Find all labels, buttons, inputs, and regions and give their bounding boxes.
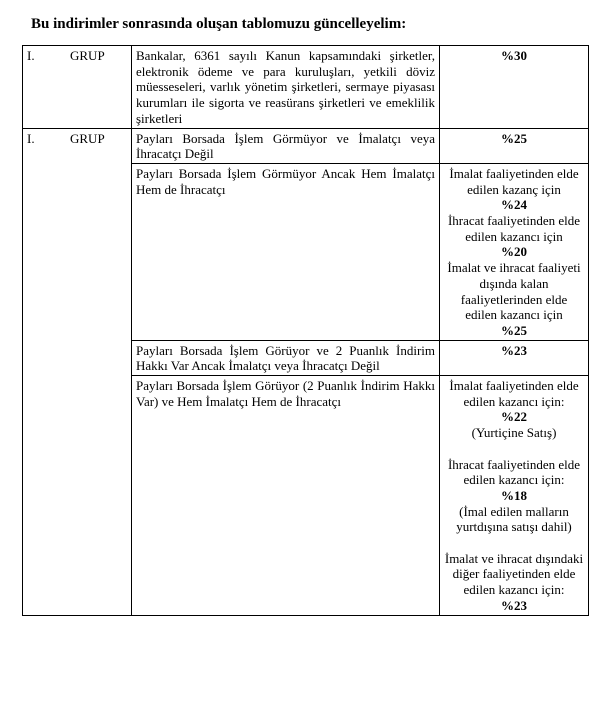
rate-block <box>444 213 584 260</box>
table-row <box>23 340 589 375</box>
rate-value: %25 <box>501 322 527 338</box>
page-heading: Bu indirimler sonrasında oluşan tablomuzu güncelleyelim: <box>31 16 407 32</box>
rate-cell <box>440 163 589 340</box>
rate-cell <box>440 128 589 163</box>
rate-block-text: İmalat faaliyetinden elde edilen kazanç için <box>449 165 579 197</box>
group-cell <box>23 128 132 163</box>
rate-value: %23 <box>501 597 527 613</box>
group-label: GRUP <box>70 48 105 63</box>
rate-block-text: İmalat ve ihracat faaliyeti dışında kalan faaliyetlerinden elde edilen kazancı için <box>447 260 581 323</box>
spacer <box>444 535 584 551</box>
rate-cell <box>440 376 589 616</box>
description-cell: Payları Borsada İşlem Görmüyor Ancak Hem İmalatçı Hem de İhracatçı <box>132 163 440 340</box>
tax-rate-table <box>22 45 589 616</box>
rate-block-text: İhracat faaliyetinden elde edilen kazancı için: <box>447 456 581 488</box>
group-cell <box>23 46 132 129</box>
rate-cell <box>440 46 589 129</box>
rate-value: %25 <box>501 130 527 146</box>
rate-block-text: İmalat ve ihracat dışındaki diğer faaliyetinden elde edilen kazancı için: <box>444 550 584 598</box>
rate-value: %22 <box>501 409 527 425</box>
rate-value: %18 <box>501 487 527 503</box>
group-number: I. <box>27 48 35 63</box>
rate-block-text: İhracat faaliyetinden elde edilen kazancı için <box>447 213 581 244</box>
group-label: GRUP <box>70 130 105 146</box>
group-cell-continuation <box>23 340 132 375</box>
rate-value: %24 <box>501 197 527 213</box>
rate-block-note: (Yurtiçine Satış) <box>471 425 557 441</box>
rate-value: %30 <box>501 48 527 63</box>
group-number: I. <box>27 130 35 146</box>
description-cell: Bankalar, 6361 sayılı Kanun kapsamındaki şirketler, elektronik ödeme ve para kuruluşları, yetkili döviz müesseseleri, varlık yönetim şirketleri, sermaye piyasası kurumları ile sigorta ve reasürans şirketleri ve emeklilik şirketleri <box>132 46 440 129</box>
description-cell: Payları Borsada İşlem Görüyor ve 2 Puanlık İndirim Hakkı Var Ancak İmalatçı veya İhracatçı Değil <box>132 340 440 375</box>
rate-block <box>444 166 584 213</box>
table-row <box>23 163 589 340</box>
description-cell: Payları Borsada İşlem Görüyor (2 Puanlık İndirim Hakkı Var) ve Hem İmalatçı Hem de İhracatçı <box>132 376 440 616</box>
table-row <box>23 128 589 163</box>
table-row <box>23 376 589 616</box>
rate-value: %20 <box>501 244 527 260</box>
rate-block <box>444 260 584 339</box>
group-cell-continuation <box>23 376 132 616</box>
rate-block-note: (İmal edilen malların yurtdışına satışı dahil) <box>456 503 572 535</box>
table-row <box>23 46 589 129</box>
rate-block <box>444 551 584 614</box>
rate-block <box>444 378 584 441</box>
rate-block-text: İmalat faaliyetinden elde edilen kazancı için: <box>449 378 579 409</box>
rate-value: %23 <box>501 342 527 358</box>
group-cell-continuation <box>23 163 132 340</box>
description-cell: Payları Borsada İşlem Görmüyor ve İmalatçı veya İhracatçı Değil <box>132 128 440 163</box>
spacer <box>444 441 584 457</box>
rate-cell <box>440 340 589 375</box>
rate-block <box>444 457 584 536</box>
